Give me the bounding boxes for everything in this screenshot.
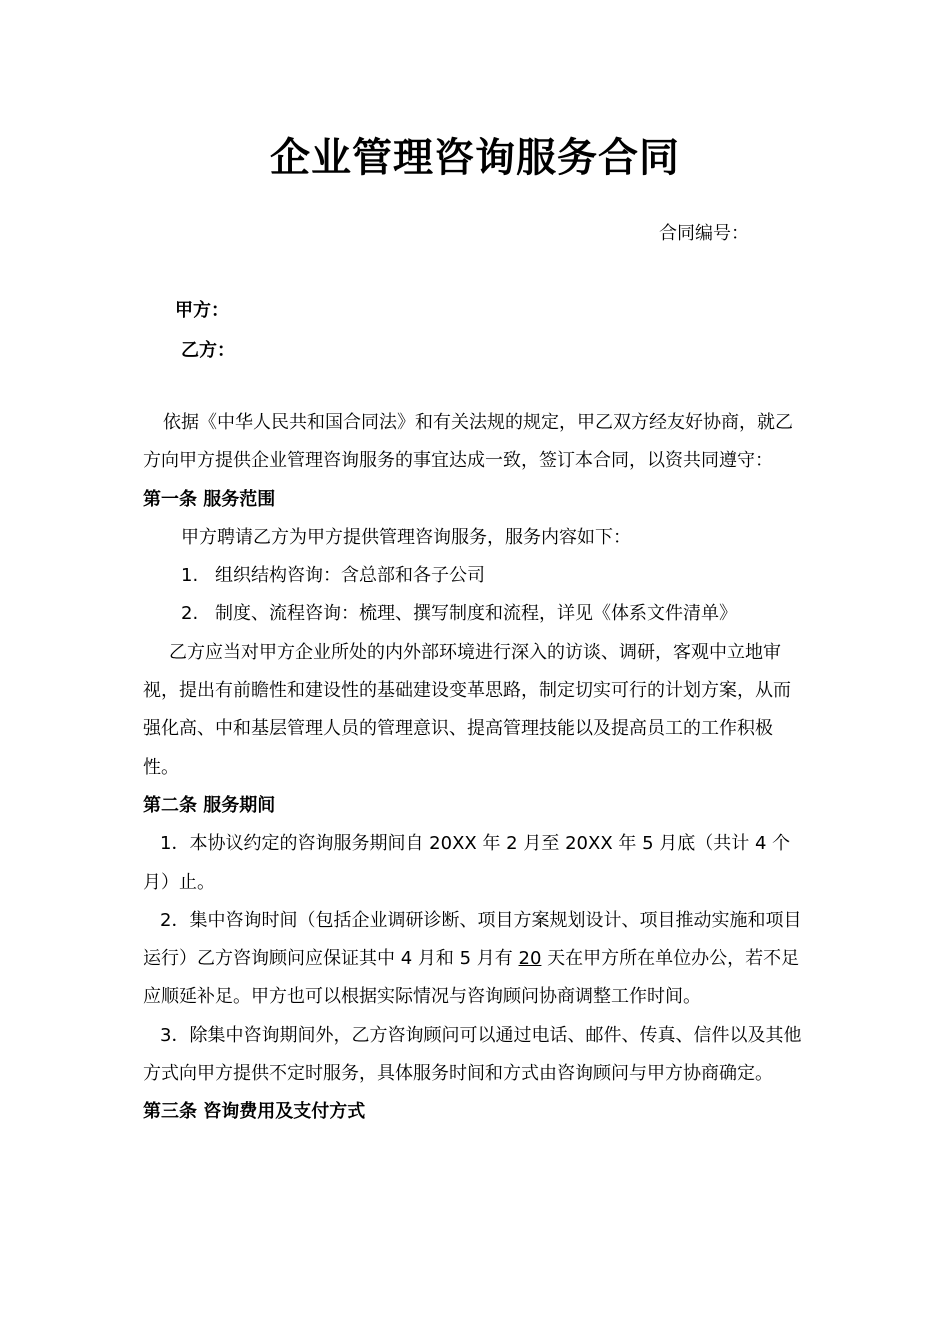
paragraph-text: 天在甲方所在单位办公，若不足应顺延补足。甲方也可以根据实际情况与咨询顾问协商调整工作时间。 [143,948,800,1008]
intro-paragraph: 依据《中华人民共和国合同法》和有关法规的规定，甲乙双方经友好协商，就乙方向甲方提供企业管理咨询服务的事宜达成一致，签订本合同，以资共同遵守： [143,412,793,472]
article-2-paragraph-3: 3．除集中咨询期间外，乙方咨询顾问可以通过电话、邮件、传真、信件以及其他方式向甲方提供不定时服务，具体服务时间和方式由咨询顾问与甲方协商确定。 [143,1024,802,1085]
contract-number-label: 合同编号： [659,223,749,244]
list-text: 制度、流程咨询：梳理、撰写制度和流程，详见《体系文件清单》 [215,603,737,625]
article-2-paragraph-2 [143,902,807,1017]
article-3-heading: 第三条 咨询费用及支付方式 [143,1101,366,1123]
list-item [143,557,807,595]
article-1-lead: 甲方聘请乙方为甲方提供管理咨询服务，服务内容如下： [181,526,631,548]
article-1-heading: 第一条 服务范围 [143,488,276,510]
office-days-value: 20 [518,948,542,970]
contract-body [143,404,807,1132]
list-text: 组织结构咨询：含总部和各子公司 [215,565,485,587]
article-1-detail: 乙方应当对甲方企业所处的内外部环境进行深入的访谈、调研，客观中立地审视，提出有前瞻性和建设性的基础建设变革思路，制定切实可行的计划方案，从而强化高、中和基层管理人员的管理意识、提高管理技能以及提高员工的工作积极性。 [143,641,791,778]
list-number: 1. [181,565,199,587]
paragraph-text: 2．集中咨询时间（包括企业调研诊断、项目方案规划设计、项目推动实施和项目运行）乙方咨询顾问应保证其中 4 月和 5 月有 [143,909,802,970]
party-a-label: 甲方： [175,300,229,321]
article-2-heading: 第二条 服务期间 [143,794,276,816]
document-title: 企业管理咨询服务合同 [270,135,680,181]
list-number: 2. [181,603,199,625]
list-item [143,595,807,633]
article-2-paragraph-1: 1．本协议约定的咨询服务期间自 20XX 年 2 月至 20XX 年 5 月底（共计 4 个月）止。 [143,833,791,893]
party-b-label: 乙方： [181,340,235,361]
